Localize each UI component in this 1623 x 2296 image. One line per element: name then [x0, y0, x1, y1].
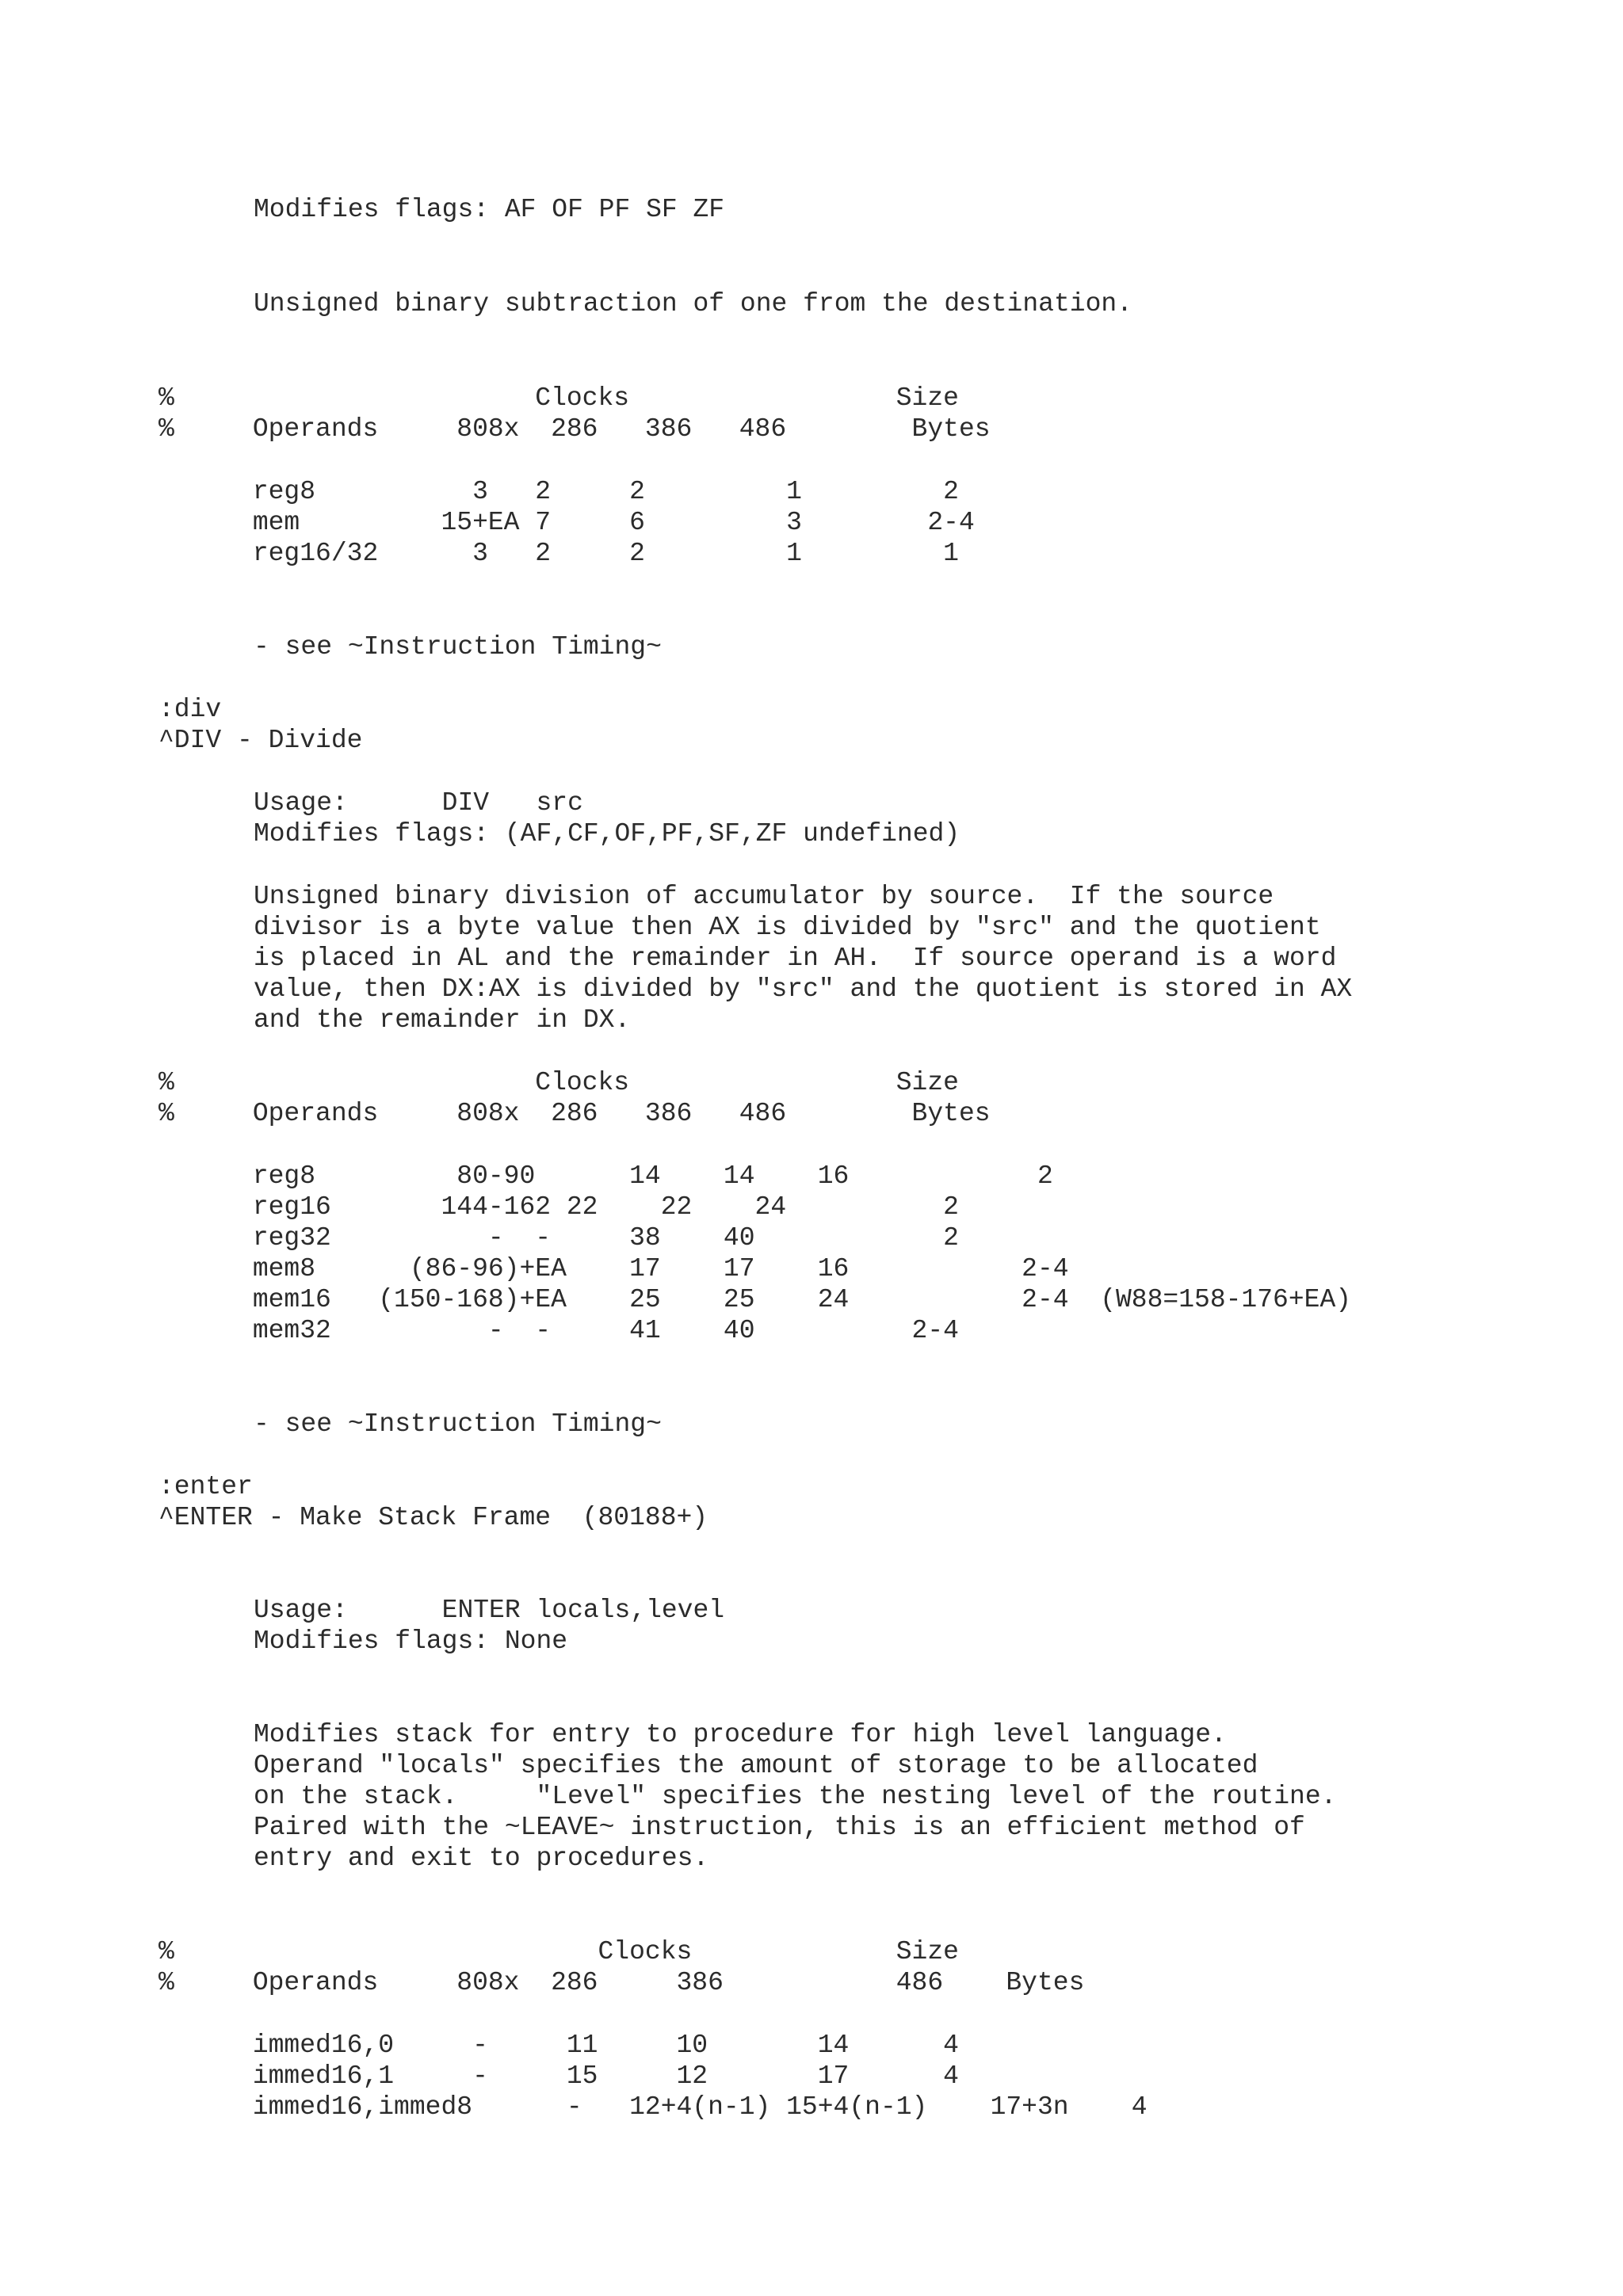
- div-usage: Usage: DIV src: [254, 788, 583, 818]
- dec-description: Unsigned binary subtraction of one from the destination.: [254, 289, 1132, 318]
- description-line: Paired with the ~LEAVE~ instruction, this is an efficient method of: [254, 1813, 1305, 1842]
- dec-flags-line: Modifies flags: AF OF PF SF ZF: [254, 195, 725, 224]
- div-operands-header: % Operands 808x 286 386 486 Bytes: [158, 1099, 991, 1128]
- enter-section-label: :enter: [158, 1472, 253, 1501]
- div-title: ^DIV - Divide: [158, 726, 363, 755]
- description-line: and the remainder in DX.: [254, 1005, 631, 1035]
- table-row: reg16/32 3 2 2 1 1: [158, 539, 959, 568]
- table-row: mem16 (150-168)+EA 25 25 24 2-4 (W88=158-176+EA): [158, 1285, 1352, 1314]
- description-line: Modifies stack for entry to procedure for high level language.: [254, 1720, 1227, 1749]
- div-see-also: - see ~Instruction Timing~: [254, 1409, 662, 1439]
- description-line: Unsigned binary division of accumulator by source. If the source: [254, 882, 1274, 911]
- table-row: mem8 (86-96)+EA 17 17 16 2-4: [158, 1254, 1069, 1283]
- div-clocks-header: % Clocks Size: [158, 1068, 959, 1097]
- enter-usage: Usage: ENTER locals,level: [254, 1596, 725, 1625]
- div-flags: Modifies flags: (AF,CF,OF,PF,SF,ZF undefined): [254, 819, 960, 849]
- table-row: reg16 144-162 22 22 24 2: [158, 1192, 959, 1222]
- description-line: Operand "locals" specifies the amount of storage to be allocated: [254, 1751, 1258, 1780]
- div-section-label: :div: [158, 695, 222, 724]
- description-line: value, then DX:AX is divided by "src" and the quotient is stored in AX: [254, 974, 1353, 1004]
- table-row: immed16,0 - 11 10 14 4: [158, 2031, 959, 2060]
- table-row: immed16,1 - 15 12 17 4: [158, 2061, 959, 2091]
- description-line: is placed in AL and the remainder in AH. If source operand is a word: [254, 944, 1337, 973]
- table-row: reg8 80-90 14 14 16 2: [158, 1161, 1053, 1191]
- table-row: mem32 - - 41 40 2-4: [158, 1316, 959, 1345]
- enter-clocks-header: % Clocks Size: [158, 1937, 959, 1966]
- table-row: reg32 - - 38 40 2: [158, 1223, 959, 1253]
- table-row: immed16,immed8 - 12+4(n-1) 15+4(n-1) 17+3n 4: [158, 2092, 1148, 2122]
- description-line: divisor is a byte value then AX is divided by "src" and the quotient: [254, 913, 1321, 942]
- enter-flags: Modifies flags: None: [254, 1627, 568, 1656]
- enter-title: ^ENTER - Make Stack Frame (80188+): [158, 1503, 708, 1532]
- description-line: on the stack. "Level" specifies the nesting level of the routine.: [254, 1782, 1337, 1811]
- description-line: entry and exit to procedures.: [254, 1844, 709, 1873]
- enter-operands-header: % Operands 808x 286 386 486 Bytes: [158, 1968, 1085, 1997]
- table-row: mem 15+EA 7 6 3 2-4: [158, 508, 975, 537]
- dec-operands-header: % Operands 808x 286 386 486 Bytes: [158, 414, 991, 444]
- dec-clocks-header: % Clocks Size: [158, 383, 959, 413]
- dec-see-also: - see ~Instruction Timing~: [254, 632, 662, 662]
- table-row: reg8 3 2 2 1 2: [158, 477, 959, 506]
